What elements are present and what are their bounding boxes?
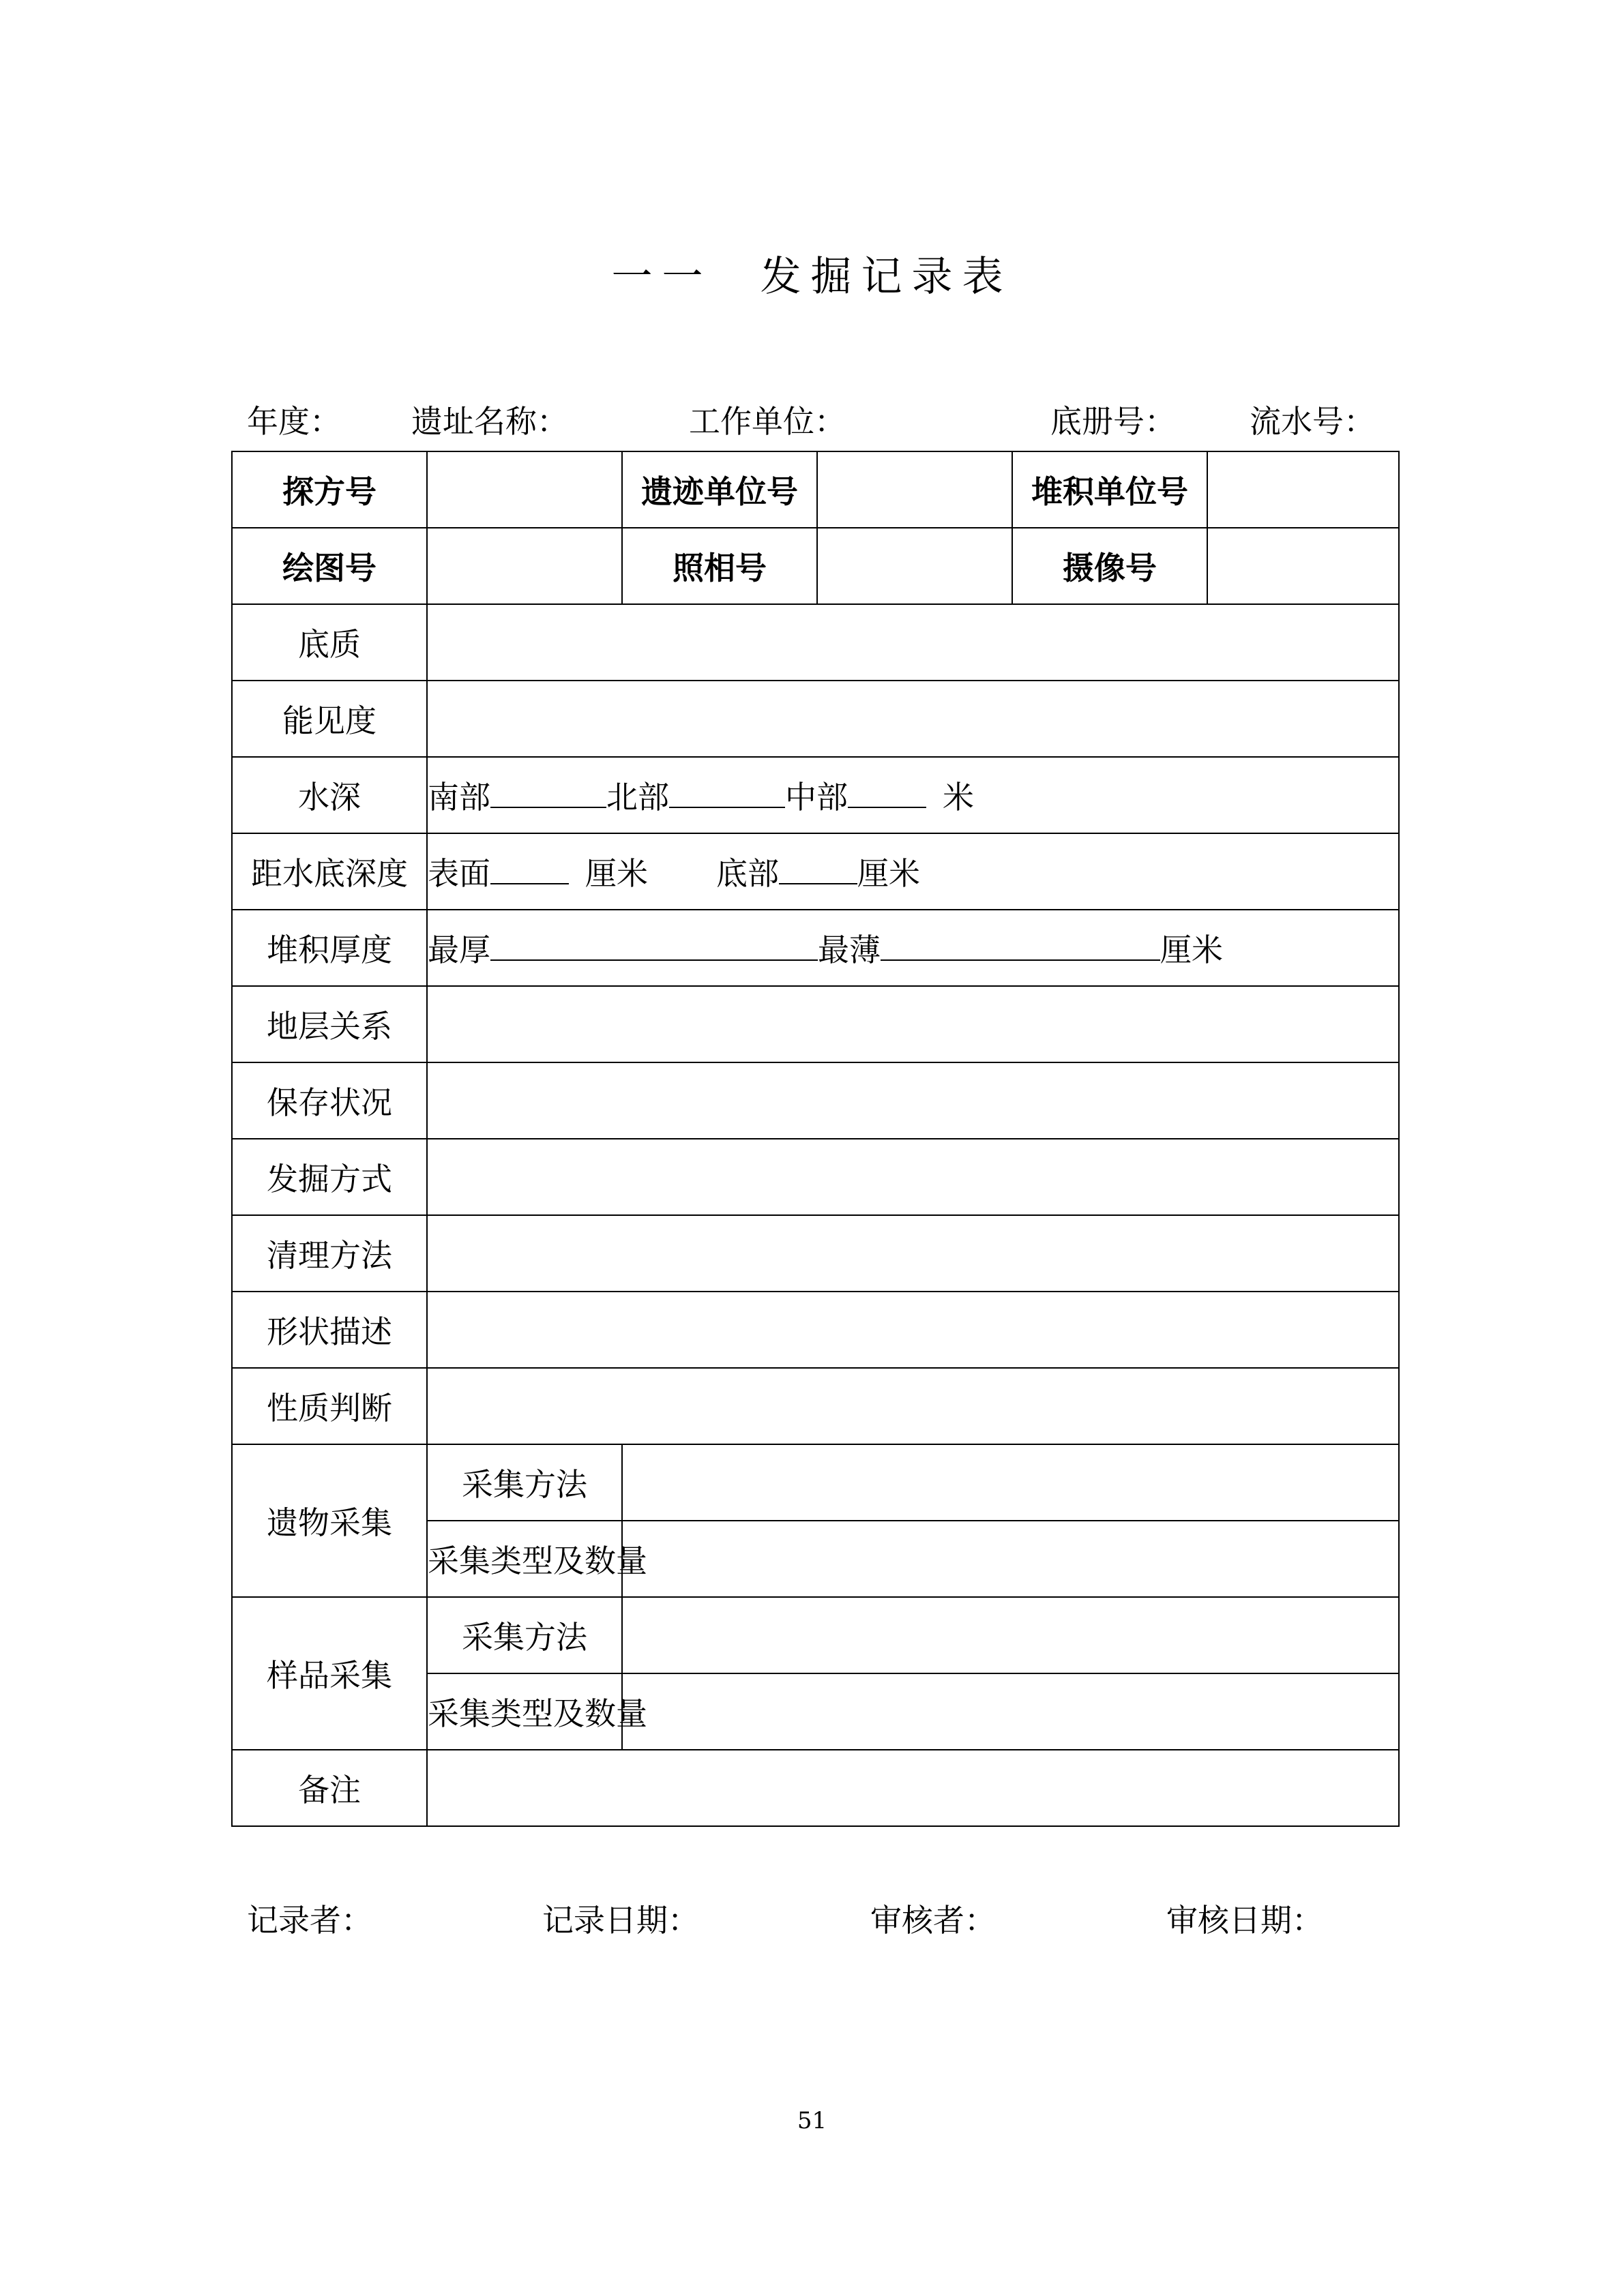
drawing-no-label: 绘图号 (232, 528, 427, 604)
year-label: 年度： (247, 403, 341, 440)
deposit-thickness-field[interactable] (427, 910, 1399, 986)
stratigraphy-label: 地层关系 (232, 986, 427, 1062)
site-name-label: 遗址名称： (411, 403, 568, 440)
table-row (232, 1062, 1399, 1139)
bottom-unit: 厘米 (857, 855, 920, 892)
table-row (232, 833, 1399, 910)
bottom-blank[interactable] (779, 856, 857, 884)
thickest-label: 最厚 (428, 931, 490, 968)
artifact-types-qty-field[interactable] (622, 1521, 1399, 1597)
table-row (232, 757, 1399, 833)
water-depth-label: 水深 (232, 757, 427, 833)
sample-method-label: 采集方法 (427, 1597, 622, 1673)
shape-description-field[interactable] (427, 1292, 1399, 1368)
remarks-label: 备注 (232, 1750, 427, 1826)
table-row (232, 986, 1399, 1062)
surface-label: 表面 (428, 855, 490, 892)
bottom-label: 底部 (716, 855, 779, 892)
page-title (0, 244, 1624, 303)
table-row (232, 1597, 1399, 1673)
deposit-unit-no-label: 堆积单位号 (1012, 451, 1207, 528)
reviewer-label: 审核者： (870, 1902, 996, 1939)
drawing-no-field[interactable] (427, 528, 622, 604)
artifact-types-qty-label: 采集类型及数量 (427, 1521, 622, 1597)
table-row (232, 1368, 1399, 1444)
meter-unit: 米 (943, 779, 974, 816)
south-blank[interactable] (490, 779, 606, 808)
recorder-label: 记录者： (247, 1902, 372, 1939)
photo-no-label: 照相号 (622, 528, 817, 604)
thickness-unit: 厘米 (1160, 931, 1223, 968)
nature-judgment-field[interactable] (427, 1368, 1399, 1444)
cleaning-method-field[interactable] (427, 1215, 1399, 1292)
excavation-method-field[interactable] (427, 1139, 1399, 1215)
cleaning-method-label: 清理方法 (232, 1215, 427, 1292)
register-no-label: 底册号： (1050, 403, 1176, 440)
title-number: 一一 (611, 253, 713, 301)
work-unit-label: 工作单位： (689, 403, 846, 440)
water-depth-field[interactable] (427, 757, 1399, 833)
preservation-field[interactable] (427, 1062, 1399, 1139)
excavation-method-label: 发掘方式 (232, 1139, 427, 1215)
depth-to-bottom-label: 距水底深度 (232, 833, 427, 910)
substrate-field[interactable] (427, 604, 1399, 681)
table-row (232, 1139, 1399, 1215)
substrate-label: 底质 (232, 604, 427, 681)
title-text: 发掘记录表 (760, 253, 1013, 301)
shape-description-label: 形状描述 (232, 1292, 427, 1368)
sample-types-qty-label: 采集类型及数量 (427, 1673, 622, 1750)
artifact-method-field[interactable] (622, 1444, 1399, 1521)
sample-types-qty-field[interactable] (622, 1673, 1399, 1750)
table-row (232, 528, 1399, 604)
table-row (232, 681, 1399, 757)
thickest-blank[interactable] (490, 932, 818, 961)
deposit-thickness-label: 堆积厚度 (232, 910, 427, 986)
photo-no-field[interactable] (817, 528, 1012, 604)
table-row (232, 1750, 1399, 1826)
depth-to-bottom-field[interactable] (427, 833, 1399, 910)
visibility-field[interactable] (427, 681, 1399, 757)
video-no-field[interactable] (1207, 528, 1399, 604)
north-label: 北部 (606, 779, 669, 816)
table-row (232, 1444, 1399, 1521)
serial-no-label: 流水号： (1250, 403, 1375, 440)
thinnest-label: 最薄 (818, 931, 881, 968)
table-row (232, 1292, 1399, 1368)
review-date-label: 审核日期： (1166, 1902, 1323, 1939)
sample-collection-label: 样品采集 (232, 1597, 427, 1750)
feature-unit-no-label: 遗迹单位号 (622, 451, 817, 528)
nature-judgment-label: 性质判断 (232, 1368, 427, 1444)
south-label: 南部 (428, 779, 490, 816)
surface-blank[interactable] (490, 856, 569, 884)
visibility-label: 能见度 (232, 681, 427, 757)
table-row (232, 451, 1399, 528)
table-row (232, 604, 1399, 681)
preservation-label: 保存状况 (232, 1062, 427, 1139)
deposit-unit-no-field[interactable] (1207, 451, 1399, 528)
trench-no-label: 探方号 (232, 451, 427, 528)
artifact-method-label: 采集方法 (427, 1444, 622, 1521)
north-blank[interactable] (669, 779, 785, 808)
sample-method-field[interactable] (622, 1597, 1399, 1673)
table-row (232, 910, 1399, 986)
stratigraphy-field[interactable] (427, 986, 1399, 1062)
video-no-label: 摄像号 (1012, 528, 1207, 604)
record-date-label: 记录日期： (542, 1902, 699, 1939)
middle-label: 中部 (785, 779, 848, 816)
artifact-collection-label: 遗物采集 (232, 1444, 427, 1597)
excavation-record-table (231, 451, 1400, 1827)
page-number: 51 (797, 2107, 827, 2134)
feature-unit-no-field[interactable] (817, 451, 1012, 528)
thinnest-blank[interactable] (881, 932, 1160, 961)
remarks-field[interactable] (427, 1750, 1399, 1826)
middle-blank[interactable] (848, 779, 926, 808)
surface-unit: 厘米 (585, 855, 648, 892)
table-row (232, 1215, 1399, 1292)
trench-no-field[interactable] (427, 451, 622, 528)
